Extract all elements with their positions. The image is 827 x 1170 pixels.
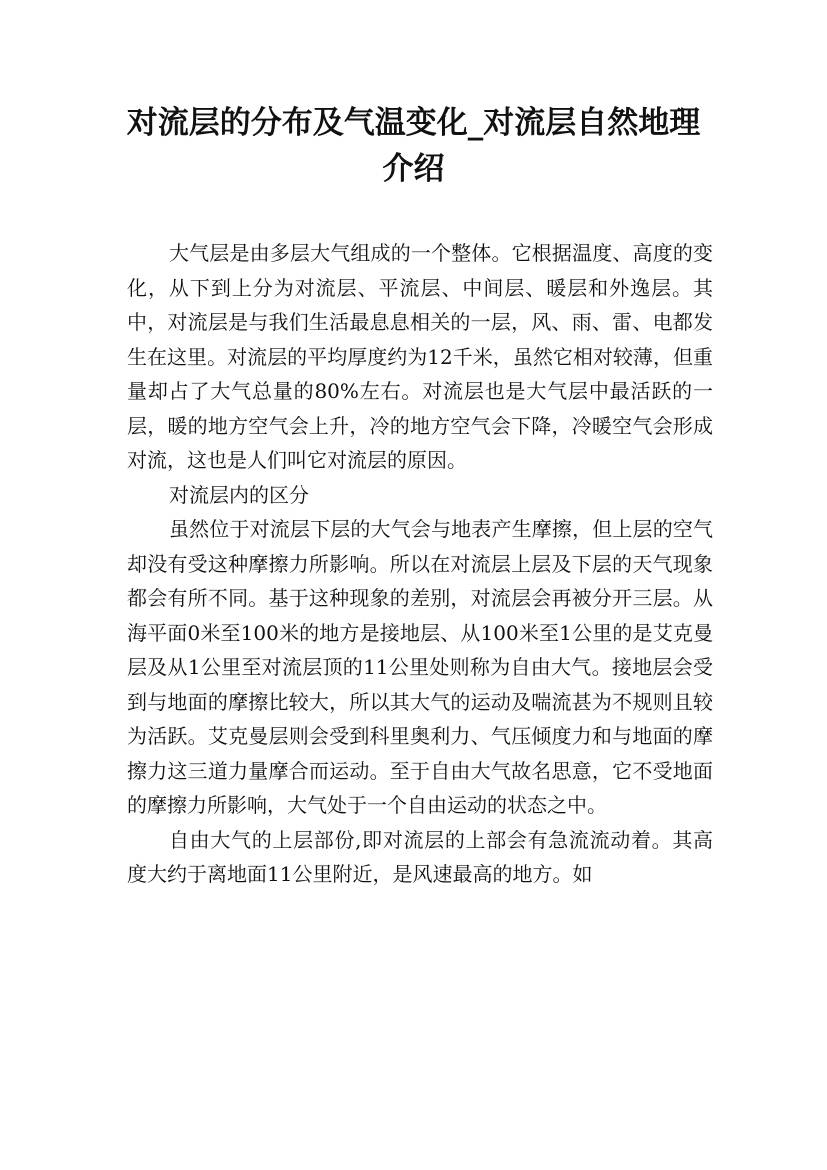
title-line-2: 介绍 [382, 151, 445, 187]
section-heading: 对流层内的区分 [169, 482, 309, 507]
document-title [110, 100, 717, 192]
paragraph-intro: 大气层是由多层大气组成的一个整体。它根据温度、高度的变化，从下到上分为对流层、平流层、中间层、暖层和外逸层。其中，对流层是与我们生活最息息相关的一层，风、雨、雷、电都发生在这里。对流层的平均厚度约为12千米，虽然它相对较薄，但重量却占了大气总量的80%左右。对流层也是大气层中最活跃的一层，暖的地方空气会上升，冷的地方空气会下降，冷暖空气会形成对流，这也是人们叫它对流层的原因。 [127, 241, 713, 472]
document-body [127, 236, 713, 892]
paragraph-free-atmosphere: 自由大气的上层部份,即对流层的上部会有急流流动着。其高度大约于离地面11公里附近，是风速最高的地方。如 [127, 827, 713, 886]
title-line-1: 对流层的分布及气温变化_对流层自然地理 [126, 105, 701, 141]
paragraph-layers: 虽然位于对流层下层的大气会与地表产生摩擦，但上层的空气却没有受这种摩擦力所影响。所以在对流层上层及下层的天气现象都会有所不同。基于这种现象的差别，对流层会再被分开三层。从海平面0米至100米的地方是接地层、从100米至1公里的是艾克曼层及从1公里至对流层顶的11公里处则称为自由大气。接地层会受到与地面的摩擦比较大，所以其大气的运动及喘流甚为不规则且较为活跃。艾克曼层则会受到科里奥利力、气压倾度力和与地面的摩擦力这三道力量摩合而运动。至于自由大气故名思意，它不受地面的摩擦力所影响，大气处于一个自由运动的状态之中。 [127, 517, 713, 817]
